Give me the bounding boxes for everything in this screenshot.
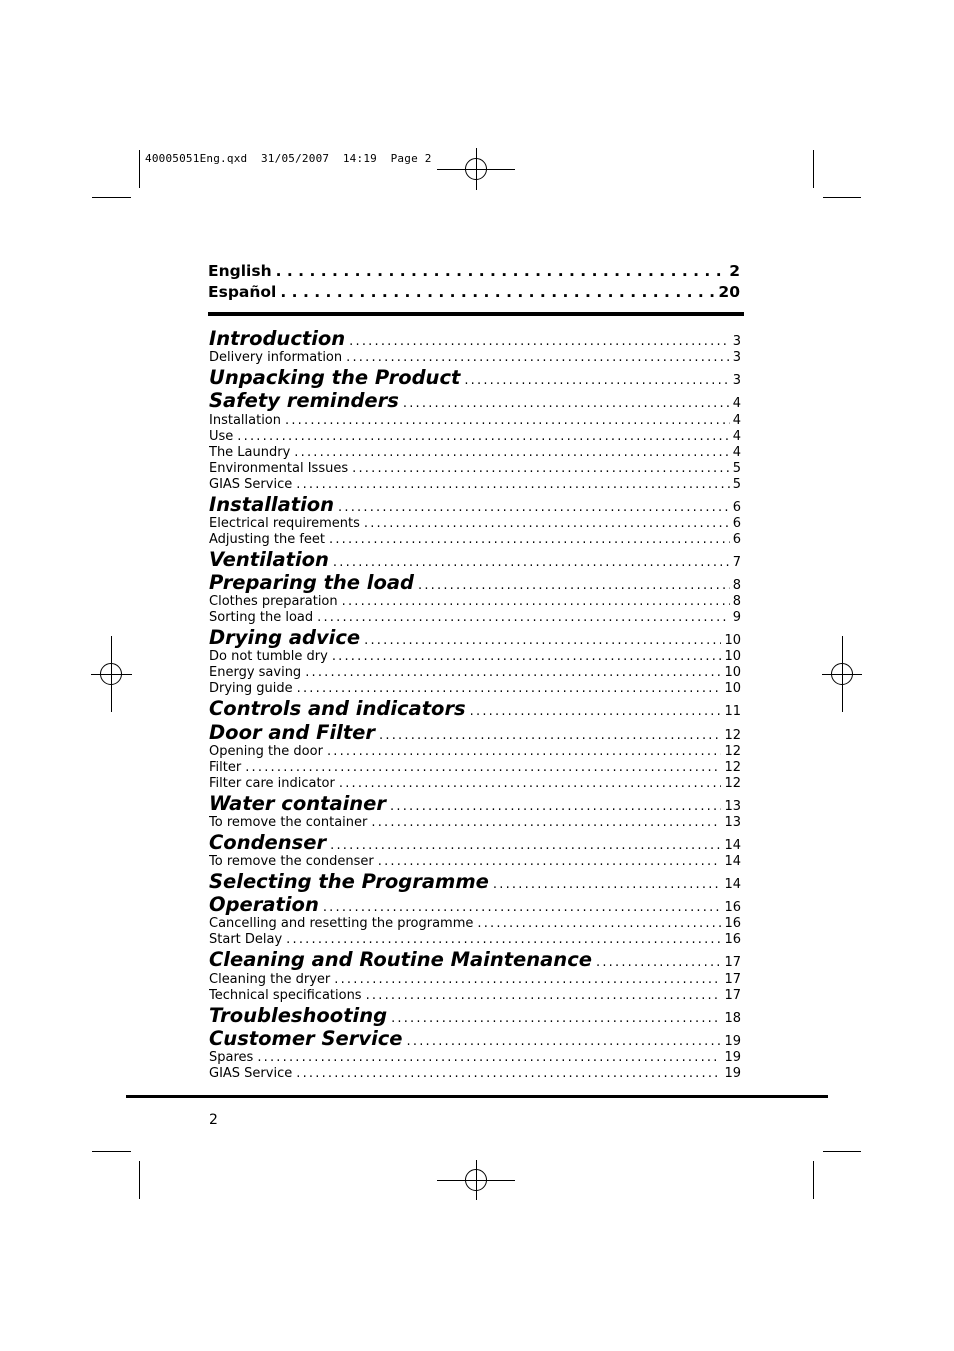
leader-dots — [334, 972, 721, 988]
leader-dots — [285, 413, 730, 429]
toc-subitem[interactable] — [209, 916, 741, 932]
toc-page: 17 — [724, 955, 741, 971]
leader-dots — [470, 700, 722, 720]
leader-dots — [257, 1050, 721, 1066]
toc-page: 6 — [732, 515, 741, 531]
toc-label: Filter — [209, 759, 242, 775]
toc-label: Door and Filter — [209, 720, 376, 744]
toc-page: 3 — [732, 350, 741, 366]
leader-dots — [296, 1066, 721, 1082]
language-label: Español — [208, 283, 277, 301]
crop-mark — [139, 150, 140, 188]
leader-dots — [371, 815, 721, 831]
leader-dots — [332, 649, 722, 665]
table-of-contents — [209, 327, 741, 1082]
toc-heading[interactable] — [209, 548, 741, 571]
leader-dots — [364, 516, 730, 532]
file-slug: 40005051Eng.qxd 31/05/2007 14:19 Page 2 — [145, 152, 432, 165]
toc-heading[interactable] — [209, 870, 741, 893]
divider-rule — [208, 312, 744, 316]
toc-page: 14 — [724, 854, 741, 870]
language-entry-espanol[interactable] — [208, 283, 740, 301]
crop-mark — [823, 1151, 861, 1152]
toc-subitem[interactable] — [209, 429, 741, 445]
toc-page: 19 — [724, 1033, 741, 1049]
leader-dots — [596, 951, 721, 971]
toc-label: Preparing the load — [209, 570, 414, 594]
toc-label: Filter care indicator — [209, 775, 335, 791]
toc-subitem[interactable] — [209, 744, 741, 760]
toc-label: Drying advice — [209, 626, 361, 650]
toc-page: 5 — [732, 476, 741, 492]
leader-dots — [286, 932, 721, 948]
toc-page: 4 — [732, 444, 741, 460]
toc-page: 12 — [724, 759, 741, 775]
toc-label: Clothes preparation — [209, 594, 338, 610]
leader-dots — [378, 854, 722, 870]
toc-subitem[interactable] — [209, 776, 741, 792]
toc-page: 13 — [724, 814, 741, 830]
toc-page: 19 — [724, 1050, 741, 1065]
toc-label: Introduction — [209, 327, 346, 350]
toc-heading[interactable] — [209, 366, 741, 389]
leader-dots — [403, 392, 730, 412]
toc-page: 11 — [724, 704, 741, 720]
toc-page: 9 — [732, 610, 741, 626]
toc-subitem[interactable] — [209, 610, 741, 626]
toc-subitem[interactable] — [209, 532, 741, 548]
leader-dots — [323, 896, 722, 916]
leader-dots — [342, 594, 730, 610]
toc-page: 4 — [732, 396, 741, 412]
toc-label: Use — [209, 428, 234, 444]
toc-subitem[interactable] — [209, 972, 741, 988]
toc-subitem[interactable] — [209, 461, 741, 477]
toc-subitem[interactable] — [209, 350, 741, 366]
leader-dots — [418, 574, 730, 594]
toc-page: 8 — [732, 594, 741, 610]
leader-dots — [329, 532, 730, 548]
toc-heading[interactable] — [209, 493, 741, 516]
language-label: English — [208, 262, 272, 280]
toc-subitem[interactable] — [209, 932, 741, 948]
toc-heading[interactable] — [209, 697, 741, 720]
leader-dots — [379, 724, 721, 744]
crop-mark — [823, 197, 861, 198]
toc-label: Drying guide — [209, 681, 293, 697]
toc-page: 16 — [724, 916, 741, 932]
toc-page: 10 — [724, 649, 741, 665]
toc-label: Spares — [209, 1050, 254, 1065]
toc-label: The Laundry — [209, 444, 291, 460]
crop-mark — [92, 1151, 131, 1152]
toc-page: 19 — [724, 1066, 741, 1081]
leader-dots — [333, 551, 730, 571]
toc-subitem[interactable] — [209, 594, 741, 610]
toc-heading[interactable] — [209, 893, 741, 916]
toc-subitem[interactable] — [209, 815, 741, 831]
toc-label: To remove the condenser — [209, 854, 374, 870]
leader-dots — [317, 610, 730, 626]
toc-label: Do not tumble dry — [209, 649, 328, 665]
toc-subitem[interactable] — [209, 854, 741, 870]
crop-mark — [92, 197, 131, 198]
leader-dots — [305, 665, 721, 681]
leader-dots — [349, 330, 730, 350]
leader-dots — [245, 760, 721, 776]
toc-subitem[interactable] — [209, 516, 741, 532]
toc-label: Cleaning and Routine Maintenance — [209, 948, 592, 972]
language-entry-english[interactable] — [208, 262, 740, 280]
toc-label: Safety reminders — [209, 389, 399, 413]
leader-dots — [327, 744, 722, 760]
toc-label: GIAS Service — [209, 1066, 293, 1081]
toc-page: 7 — [732, 554, 741, 570]
toc-subitem[interactable] — [209, 1066, 741, 1082]
toc-page: 10 — [724, 665, 741, 681]
toc-page: 6 — [732, 499, 741, 515]
toc-heading[interactable] — [209, 1004, 741, 1027]
leader-dots — [391, 1007, 721, 1027]
toc-label: Cleaning the dryer — [209, 971, 331, 987]
crop-mark — [813, 1161, 814, 1199]
toc-label: Controls and indicators — [209, 697, 466, 721]
toc-page: 16 — [724, 900, 741, 916]
toc-label: Water container — [209, 791, 387, 815]
toc-page: 12 — [724, 727, 741, 743]
leader-dots — [339, 776, 722, 792]
page-number: 2 — [209, 1112, 218, 1128]
toc-label: Energy saving — [209, 665, 302, 681]
leader-dots — [330, 834, 721, 854]
toc-heading[interactable] — [209, 389, 741, 412]
toc-subitem[interactable] — [209, 760, 741, 776]
leader-dots — [338, 496, 730, 516]
crop-mark — [139, 1161, 140, 1199]
toc-heading[interactable] — [209, 1027, 741, 1050]
toc-subitem[interactable] — [209, 988, 741, 1004]
toc-heading[interactable] — [209, 626, 741, 649]
toc-page: 18 — [724, 1010, 741, 1026]
leader-dots — [294, 445, 729, 461]
language-page: 2 — [729, 262, 740, 280]
toc-subitem[interactable] — [209, 413, 741, 429]
toc-page: 8 — [732, 577, 741, 593]
leader-dots — [477, 916, 721, 932]
leader-dots — [464, 369, 729, 389]
footer-rule — [126, 1095, 828, 1098]
leader-dots — [352, 461, 730, 477]
leader-dots — [237, 429, 729, 445]
toc-label: Troubleshooting — [209, 1003, 388, 1027]
leader-dots — [390, 795, 721, 815]
toc-page: 4 — [732, 412, 741, 428]
leader-dots — [493, 873, 722, 893]
toc-label: Unpacking the Product — [209, 366, 461, 390]
toc-page: 14 — [724, 877, 741, 893]
toc-label: Adjusting the feet — [209, 531, 326, 547]
toc-label: Environmental Issues — [209, 460, 349, 476]
toc-label: Operation — [209, 893, 319, 917]
crop-mark — [813, 150, 814, 188]
toc-page: 4 — [732, 428, 741, 444]
toc-label: Condenser — [209, 830, 327, 854]
toc-heading[interactable] — [209, 831, 741, 854]
toc-heading[interactable] — [209, 571, 741, 594]
toc-subitem[interactable] — [209, 1050, 741, 1066]
toc-subitem[interactable] — [209, 649, 741, 665]
language-page: 20 — [718, 283, 740, 301]
toc-label: Sorting the load — [209, 610, 314, 626]
leader-dots — [364, 629, 721, 649]
toc-label: Ventilation — [209, 547, 329, 571]
toc-page: 3 — [732, 373, 741, 389]
toc-page: 14 — [724, 837, 741, 853]
toc-label: Delivery information — [209, 350, 343, 366]
toc-page: 6 — [732, 531, 741, 547]
toc-label: To remove the container — [209, 814, 368, 830]
toc-page: 17 — [724, 987, 741, 1003]
toc-subitem[interactable] — [209, 665, 741, 681]
leader-dots — [366, 988, 722, 1004]
toc-page: 3 — [732, 334, 741, 349]
toc-label: GIAS Service — [209, 476, 293, 492]
toc-subitem[interactable] — [209, 445, 741, 461]
toc-label: Cancelling and resetting the programme — [209, 916, 474, 932]
toc-label: Opening the door — [209, 743, 323, 759]
toc-label: Technical specifications — [209, 987, 362, 1003]
toc-heading[interactable] — [209, 721, 741, 744]
leader-dots — [407, 1030, 722, 1050]
toc-page: 12 — [724, 743, 741, 759]
toc-label: Start Delay — [209, 932, 283, 948]
toc-page: 10 — [724, 633, 741, 649]
toc-page: 16 — [724, 932, 741, 948]
toc-label: Electrical requirements — [209, 515, 360, 531]
toc-page: 5 — [732, 460, 741, 476]
toc-label: Selecting the Programme — [209, 870, 489, 894]
toc-label: Installation — [209, 492, 335, 516]
toc-heading[interactable] — [209, 948, 741, 971]
leader-dots — [346, 350, 730, 366]
toc-page: 17 — [724, 971, 741, 987]
toc-heading[interactable] — [209, 792, 741, 815]
toc-page: 13 — [724, 798, 741, 814]
toc-label: Customer Service — [209, 1026, 403, 1050]
toc-label: Installation — [209, 412, 282, 428]
toc-page: 10 — [724, 681, 741, 697]
toc-heading[interactable] — [209, 327, 741, 350]
toc-subitem[interactable] — [209, 477, 741, 493]
leader-dots — [297, 681, 722, 697]
leader-dots — [296, 477, 729, 493]
toc-subitem[interactable] — [209, 681, 741, 697]
toc-page: 12 — [724, 775, 741, 791]
